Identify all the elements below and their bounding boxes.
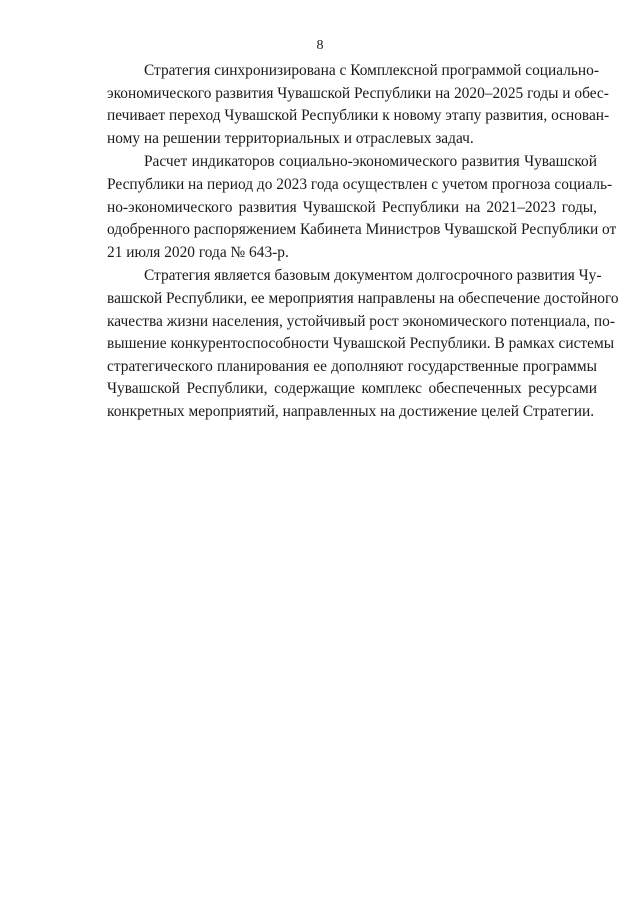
text-line: качества жизни населения, устойчивый рост экономического потенциала, по- — [107, 312, 615, 330]
text-line: конкретных мероприятий, направленных на достижение целей Стратегии. — [107, 402, 595, 420]
text-line: Стратегия является базовым документом долгосрочного развития Чу- — [144, 267, 602, 285]
document-body — [107, 60, 619, 424]
text-line: стратегического планирования ее дополняют государственные программы — [107, 357, 597, 375]
text-line: но-экономического развития Чувашской Республики на 2021–2023 годы, — [107, 198, 597, 216]
text-line: вашской Республики, ее мероприятия направлены на обеспечение достойного — [107, 289, 619, 307]
paragraph-strategy-synchronization — [107, 60, 610, 150]
text-line: печивает переход Чувашской Республики к новому этапу развития, основан- — [107, 107, 610, 125]
text-line: Республики на период до 2023 года осуществлен с учетом прогноза социаль- — [107, 175, 613, 193]
text-line: вышение конкурентоспособности Чувашской Республики. В рамках системы — [107, 335, 615, 353]
text-line: Расчет индикаторов социально-экономического развития Чувашской — [144, 153, 597, 171]
text-line: ному на решении территориальных и отраслевых задач. — [107, 129, 474, 147]
text-line: 21 июля 2020 года № 643-р. — [107, 243, 289, 261]
text-line: экономического развития Чувашской Республики на 2020–2025 годы и обес- — [107, 84, 609, 102]
paragraph-strategy-basic-document — [107, 265, 619, 423]
text-line: Стратегия синхронизирована с Комплексной программой социально- — [144, 62, 599, 79]
text-line: одобренного распоряжением Кабинета Министров Чувашской Республики от — [107, 221, 617, 239]
text-line: Чувашской Республики, содержащие комплекс обеспеченных ресурсами — [107, 380, 597, 398]
page-number: 8 — [316, 38, 324, 53]
paragraph-indicator-calculation — [107, 151, 617, 264]
